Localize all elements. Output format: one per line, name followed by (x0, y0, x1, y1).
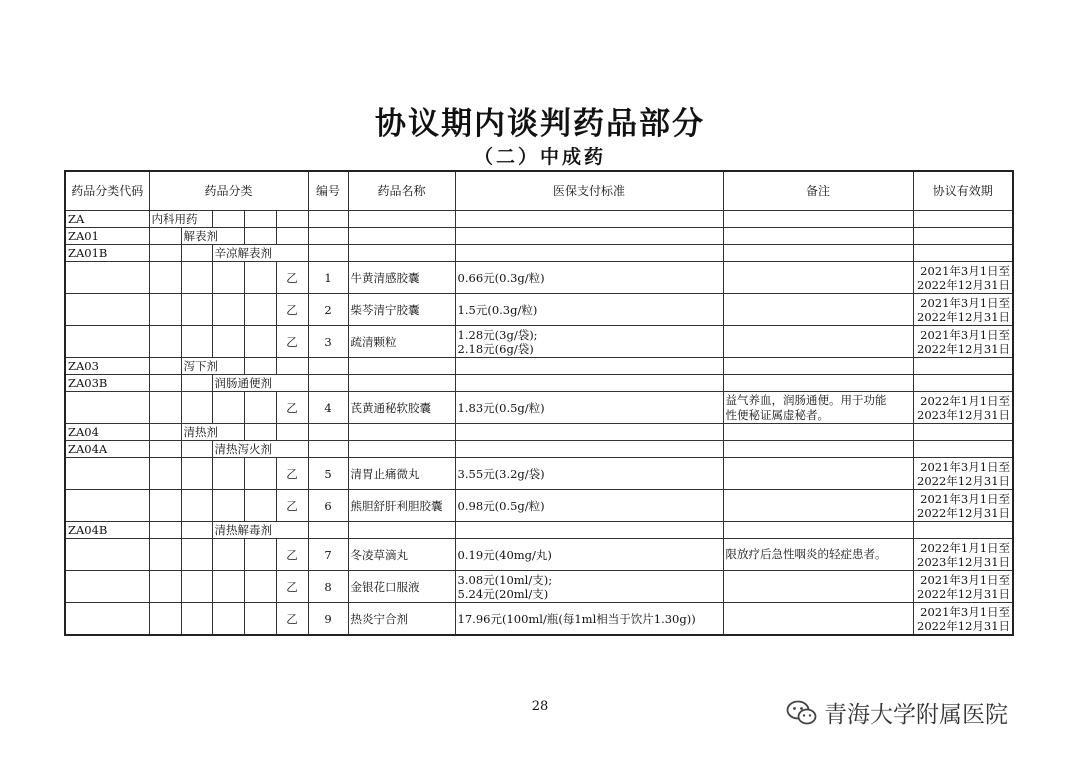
payment-standard-line: 0.98元(0.5g/粒) (457, 498, 545, 513)
empty-cell (65, 392, 149, 424)
category-row (65, 375, 1013, 392)
empty-cell (348, 424, 455, 441)
remark-cell (723, 262, 913, 294)
remark-cell (723, 458, 913, 490)
remark-cell (723, 539, 913, 571)
empty-cell (308, 522, 348, 539)
empty-cell (455, 424, 723, 441)
drug-class-cell: 乙 (276, 571, 308, 603)
empty-cell (244, 424, 276, 441)
payment-standard-cell (455, 603, 723, 636)
header-note: 备注 (723, 171, 913, 211)
payment-standard-cell (455, 490, 723, 522)
payment-standard-cell (455, 294, 723, 326)
page-subtitle: （二）中成药 (473, 146, 606, 168)
wechat-icon (786, 700, 818, 726)
header-validity: 协议有效期 (913, 171, 1013, 211)
empty-cell (723, 358, 913, 375)
empty-cell (455, 358, 723, 375)
category-code-cell: ZA01 (65, 228, 149, 245)
empty-cell (149, 571, 181, 603)
payment-standard-cell (455, 392, 723, 424)
payment-standard-line: 3.08元(10ml/支); (457, 572, 553, 587)
empty-cell (455, 441, 723, 458)
empty-cell (181, 603, 212, 636)
empty-cell (276, 358, 308, 375)
payment-standard-cell (455, 262, 723, 294)
empty-cell (244, 228, 276, 245)
drug-number-cell: 4 (308, 392, 348, 424)
payment-standard-cell (455, 571, 723, 603)
empty-cell (276, 228, 308, 245)
validity-line: 2021年3月1日至 (920, 459, 1011, 474)
empty-cell (348, 375, 455, 392)
empty-cell (308, 375, 348, 392)
empty-cell (149, 262, 181, 294)
header-code: 药品分类代码 (65, 171, 149, 211)
remark-line: 益气养血，润肠通便。用于功能 (725, 392, 887, 407)
empty-cell (455, 522, 723, 539)
drug-name-cell: 清胃止痛微丸 (348, 458, 455, 490)
empty-cell (181, 490, 212, 522)
drug-number-cell: 1 (308, 262, 348, 294)
empty-cell (65, 294, 149, 326)
category-level1-cell: 内科用药 (149, 211, 212, 228)
empty-cell (244, 392, 276, 424)
payment-standard-line: 5.24元(20ml/支) (457, 586, 549, 601)
category-row (65, 211, 1013, 228)
empty-cell (723, 228, 913, 245)
empty-cell (244, 294, 276, 326)
payment-standard-cell (455, 326, 723, 358)
remark-line: 限放疗后急性咽炎的轻症患者。 (725, 547, 887, 561)
empty-cell (455, 211, 723, 228)
drug-class-cell: 乙 (276, 262, 308, 294)
category-code-cell: ZA03 (65, 358, 149, 375)
drug-row (65, 603, 1013, 636)
drug-name-cell: 牛黄清感胶囊 (348, 262, 455, 294)
validity-cell (913, 294, 1013, 326)
category-level2-cell: 清热剂 (181, 424, 244, 441)
drug-number-cell: 6 (308, 490, 348, 522)
validity-cell (913, 603, 1013, 636)
payment-standard-line: 1.28元(3g/袋); (457, 327, 538, 342)
empty-cell (181, 326, 212, 358)
validity-line: 2021年3月1日至 (920, 295, 1011, 310)
empty-cell (244, 358, 276, 375)
empty-cell (244, 603, 276, 636)
empty-cell (913, 522, 1013, 539)
empty-cell (308, 211, 348, 228)
empty-cell (348, 228, 455, 245)
empty-cell (348, 522, 455, 539)
category-row (65, 245, 1013, 262)
empty-cell (913, 375, 1013, 392)
validity-line: 2021年3月1日至 (920, 491, 1011, 506)
empty-cell (149, 424, 181, 441)
validity-line: 2022年12月31日 (917, 586, 1011, 601)
validity-line: 2023年12月31日 (917, 407, 1011, 422)
empty-cell (212, 603, 244, 636)
drug-class-cell: 乙 (276, 539, 308, 571)
empty-cell (913, 441, 1013, 458)
validity-line: 2022年12月31日 (917, 309, 1011, 324)
drug-number-cell: 7 (308, 539, 348, 571)
empty-cell (212, 326, 244, 358)
empty-cell (244, 539, 276, 571)
empty-cell (212, 458, 244, 490)
empty-cell (212, 392, 244, 424)
empty-cell (348, 441, 455, 458)
drug-row (65, 539, 1013, 571)
remark-line: 性便秘证属虚秘者。 (725, 407, 830, 422)
empty-cell (181, 262, 212, 294)
validity-line: 2022年12月31日 (917, 505, 1011, 520)
empty-cell (149, 245, 181, 262)
validity-line: 2022年1月1日至 (920, 540, 1011, 555)
payment-standard-line: 0.19元(40mg/丸) (457, 547, 552, 562)
empty-cell (181, 539, 212, 571)
validity-cell (913, 571, 1013, 603)
drug-row (65, 262, 1013, 294)
validity-line: 2022年12月31日 (917, 473, 1011, 488)
drug-row (65, 294, 1013, 326)
empty-cell (65, 603, 149, 636)
empty-cell (244, 571, 276, 603)
category-level3-cell: 润肠通便剂 (212, 375, 308, 392)
validity-line: 2021年3月1日至 (920, 572, 1011, 587)
category-code-cell: ZA04B (65, 522, 149, 539)
empty-cell (276, 211, 308, 228)
validity-line: 2022年12月31日 (917, 341, 1011, 356)
empty-cell (65, 458, 149, 490)
page-number: 28 (531, 699, 549, 714)
payment-standard-line: 3.55元(3.2g/袋) (457, 466, 545, 481)
empty-cell (65, 262, 149, 294)
category-code-cell: ZA03B (65, 375, 149, 392)
empty-cell (212, 262, 244, 294)
category-row (65, 424, 1013, 441)
category-code-cell: ZA01B (65, 245, 149, 262)
header-standard: 医保支付标准 (455, 171, 723, 211)
empty-cell (723, 522, 913, 539)
empty-cell (212, 571, 244, 603)
empty-cell (181, 392, 212, 424)
remark-cell (723, 490, 913, 522)
empty-cell (913, 211, 1013, 228)
empty-cell (149, 392, 181, 424)
empty-cell (149, 358, 181, 375)
validity-line: 2022年12月31日 (917, 618, 1011, 633)
drug-class-cell: 乙 (276, 490, 308, 522)
empty-cell (149, 228, 181, 245)
empty-cell (181, 294, 212, 326)
payment-standard-line: 0.66元(0.3g/粒) (457, 270, 545, 285)
validity-cell (913, 262, 1013, 294)
empty-cell (244, 211, 276, 228)
empty-cell (149, 603, 181, 636)
watermark (786, 696, 1008, 729)
validity-cell (913, 392, 1013, 424)
drug-name-cell: 热炎宁合剂 (348, 603, 455, 636)
empty-cell (308, 228, 348, 245)
category-row (65, 522, 1013, 539)
watermark-text: 青海大学附属医院 (824, 702, 1008, 728)
drug-row (65, 458, 1013, 490)
category-code-cell: ZA (65, 211, 149, 228)
validity-line: 2021年3月1日至 (920, 327, 1011, 342)
empty-cell (723, 441, 913, 458)
empty-cell (308, 424, 348, 441)
page-title: 协议期内谈判药品部分 (375, 106, 705, 142)
empty-cell (308, 245, 348, 262)
empty-cell (348, 211, 455, 228)
category-level2-cell: 解表剂 (181, 228, 244, 245)
empty-cell (913, 245, 1013, 262)
empty-cell (212, 294, 244, 326)
payment-standard-cell (455, 539, 723, 571)
validity-cell (913, 539, 1013, 571)
drug-class-cell: 乙 (276, 326, 308, 358)
empty-cell (149, 490, 181, 522)
empty-cell (65, 539, 149, 571)
empty-cell (149, 522, 181, 539)
drug-name-cell: 疏清颗粒 (348, 326, 455, 358)
empty-cell (723, 375, 913, 392)
category-row (65, 441, 1013, 458)
empty-cell (149, 441, 181, 458)
empty-cell (308, 358, 348, 375)
empty-cell (723, 424, 913, 441)
drug-name-cell: 柴芩清宁胶囊 (348, 294, 455, 326)
empty-cell (348, 245, 455, 262)
empty-cell (212, 490, 244, 522)
category-row (65, 228, 1013, 245)
empty-cell (212, 211, 244, 228)
empty-cell (244, 262, 276, 294)
validity-line: 2023年12月31日 (917, 554, 1011, 569)
empty-cell (723, 245, 913, 262)
header-row (65, 171, 1013, 211)
empty-cell (455, 375, 723, 392)
empty-cell (913, 424, 1013, 441)
remark-cell (723, 603, 913, 636)
validity-cell (913, 326, 1013, 358)
validity-line: 2022年12月31日 (917, 277, 1011, 292)
category-level3-cell: 清热泻火剂 (212, 441, 308, 458)
empty-cell (181, 441, 212, 458)
validity-cell (913, 490, 1013, 522)
header-no: 编号 (308, 171, 348, 211)
empty-cell (913, 358, 1013, 375)
empty-cell (181, 571, 212, 603)
remark-cell (723, 326, 913, 358)
empty-cell (455, 228, 723, 245)
empty-cell (244, 458, 276, 490)
remark-cell (723, 571, 913, 603)
remark-cell (723, 294, 913, 326)
empty-cell (723, 211, 913, 228)
empty-cell (276, 424, 308, 441)
empty-cell (181, 458, 212, 490)
drug-row (65, 392, 1013, 424)
drug-number-cell: 9 (308, 603, 348, 636)
category-level3-cell: 清热解毒剂 (212, 522, 308, 539)
header-category: 药品分类 (149, 171, 308, 211)
category-row (65, 358, 1013, 375)
drug-row (65, 326, 1013, 358)
empty-cell (149, 458, 181, 490)
payment-standard-line: 1.5元(0.3g/粒) (457, 302, 538, 317)
empty-cell (244, 326, 276, 358)
drug-name-cell: 冬凌草滴丸 (348, 539, 455, 571)
empty-cell (65, 571, 149, 603)
empty-cell (181, 522, 212, 539)
payment-standard-cell (455, 458, 723, 490)
remark-cell (723, 392, 913, 424)
empty-cell (181, 245, 212, 262)
drug-name-cell: 芪黄通秘软胶囊 (348, 392, 455, 424)
payment-standard-line: 1.83元(0.5g/粒) (457, 400, 545, 415)
empty-cell (149, 539, 181, 571)
header-name: 药品名称 (348, 171, 455, 211)
drug-number-cell: 5 (308, 458, 348, 490)
drug-class-cell: 乙 (276, 458, 308, 490)
drug-name-cell: 熊胆舒肝利胆胶囊 (348, 490, 455, 522)
empty-cell (149, 375, 181, 392)
empty-cell (149, 294, 181, 326)
category-code-cell: ZA04 (65, 424, 149, 441)
empty-cell (212, 539, 244, 571)
drug-name-cell: 金银花口服液 (348, 571, 455, 603)
payment-standard-line: 17.96元(100ml/瓶(每1ml相当于饮片1.30g)) (457, 611, 696, 626)
drug-class-cell: 乙 (276, 392, 308, 424)
table-body (65, 211, 1013, 636)
validity-line: 2022年1月1日至 (920, 393, 1011, 408)
empty-cell (65, 490, 149, 522)
category-level3-cell: 辛凉解表剂 (212, 245, 308, 262)
empty-cell (181, 375, 212, 392)
validity-line: 2021年3月1日至 (920, 604, 1011, 619)
payment-standard-line: 2.18元(6g/袋) (457, 341, 534, 356)
empty-cell (348, 358, 455, 375)
empty-cell (455, 245, 723, 262)
validity-line: 2021年3月1日至 (920, 263, 1011, 278)
drug-class-cell: 乙 (276, 294, 308, 326)
empty-cell (308, 441, 348, 458)
empty-cell (65, 326, 149, 358)
category-code-cell: ZA04A (65, 441, 149, 458)
category-level2-cell: 泻下剂 (181, 358, 244, 375)
drug-number-cell: 8 (308, 571, 348, 603)
empty-cell (913, 228, 1013, 245)
drug-number-cell: 2 (308, 294, 348, 326)
drug-row (65, 490, 1013, 522)
drug-row (65, 571, 1013, 603)
drug-number-cell: 3 (308, 326, 348, 358)
drug-class-cell: 乙 (276, 603, 308, 636)
empty-cell (244, 490, 276, 522)
drug-table (64, 170, 1014, 636)
empty-cell (149, 326, 181, 358)
validity-cell (913, 458, 1013, 490)
